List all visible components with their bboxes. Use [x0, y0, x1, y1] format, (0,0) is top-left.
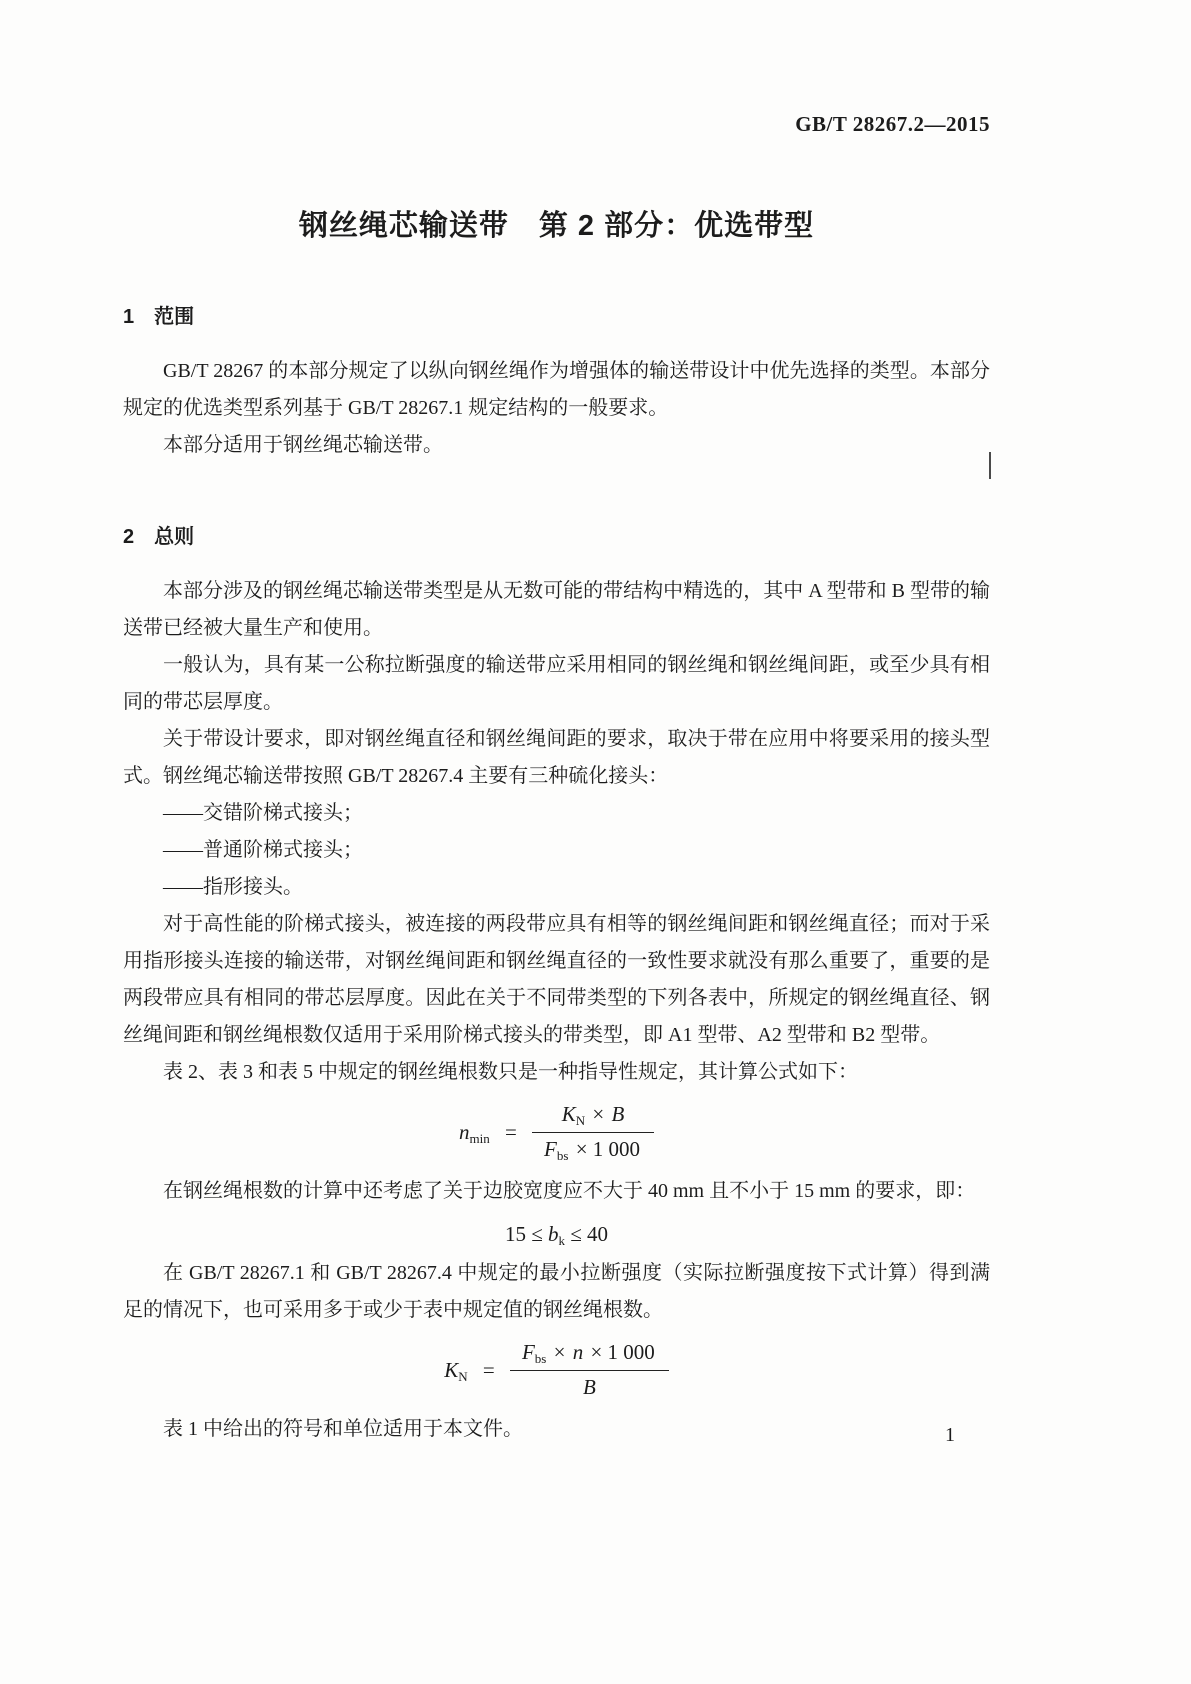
section-2-paragraph-5: 表 2、表 3 和表 5 中规定的钢丝绳根数只是一种指导性规定，其计算公式如下：: [163, 1061, 858, 1083]
formula-variable: F: [544, 1137, 557, 1161]
section-1-paragraph-2: 本部分适用于钢丝绳芯输送带。: [163, 434, 443, 456]
formula-left: 15 ≤: [504, 1222, 543, 1246]
formula-right: ≤ 40: [570, 1222, 609, 1246]
formula-subscript: N: [575, 1113, 586, 1128]
section-2-paragraph-4: 对于高性能的阶梯式接头，被连接的两段带应具有相等的钢丝绳间距和钢丝绳直径；而对于采用指形接头连接的输送带，对钢丝绳间距和钢丝绳直径的一致性要求就没有那么重要了，重要的是两段带应具有相同的带芯层厚度。因此在关于不同带类型的下列各表中，所规定的钢丝绳直径、钢丝绳间距和钢丝绳根数仅适用于采用阶梯式接头的带类型，即 A1 型带、A2 型带和 B2 型带。: [123, 913, 990, 1046]
fraction: [532, 1101, 654, 1163]
fraction-denominator: [532, 1133, 654, 1163]
fraction-numerator: [532, 1101, 654, 1133]
formula-variable: F: [521, 1340, 535, 1364]
times-value: × 1 000: [590, 1340, 655, 1364]
revision-change-marker: [989, 452, 991, 479]
section-1-heading: 1 范围: [123, 306, 195, 328]
joint-type-list-item: ——交错阶梯式接头；: [163, 802, 363, 824]
formula-variable: B: [611, 1102, 625, 1126]
document-title: 钢丝绳芯输送带 第 2 部分：优选带型: [298, 210, 815, 242]
fraction-numerator: [510, 1339, 669, 1371]
formula-subscript: bs: [556, 1148, 569, 1163]
document-content: [123, 112, 990, 1448]
formula-variable: n: [572, 1340, 584, 1364]
section-2-paragraph-3: 关于带设计要求，即对钢丝绳直径和钢丝绳间距的要求，取决于带在应用中将要采用的接头型式。钢丝绳芯输送带按照 GB/T 28267.4 主要有三种硫化接头：: [123, 728, 990, 787]
fraction-denominator: [510, 1371, 669, 1401]
formula-variable: K: [561, 1102, 576, 1126]
formula-variable: B: [582, 1375, 596, 1399]
formula-subscript: min: [469, 1130, 490, 1146]
joint-type-list-item: ——普通阶梯式接头；: [163, 839, 363, 861]
page-number: 1: [945, 1424, 955, 1446]
times-sign: ×: [553, 1340, 566, 1364]
joint-type-list-item: ——指形接头。: [163, 876, 303, 898]
equals-sign: =: [482, 1357, 495, 1382]
formula-edge-width: [123, 1222, 990, 1247]
formula-subscript: k: [558, 1233, 565, 1248]
section-2-heading: 2 总则: [123, 526, 195, 548]
formula-k-n: [123, 1340, 990, 1401]
formula-variable: K: [444, 1357, 459, 1382]
fraction: [510, 1339, 669, 1401]
section-2-paragraph-1: 本部分涉及的钢丝绳芯输送带类型是从无数可能的带结构中精选的，其中 A 型带和 B 型带的输送带已经被大量生产和使用。: [123, 580, 990, 639]
formula-n-min: [123, 1102, 990, 1163]
section-1-paragraph-1: GB/T 28267 的本部分规定了以纵向钢丝绳作为增强体的输送带设计中优先选择的类型。本部分规定的优选类型系列基于 GB/T 28267.1 规定结构的一般要求。: [123, 360, 990, 419]
formula-variable: b: [548, 1222, 559, 1246]
section-2-paragraph-6: 在钢丝绳根数的计算中还考虑了关于边胶宽度应不大于 40 mm 且不小于 15 mm 的要求，即：: [163, 1180, 976, 1202]
formula-subscript: bs: [534, 1351, 547, 1366]
section-2-paragraph-7: 在 GB/T 28267.1 和 GB/T 28267.4 中规定的最小拉断强度（实际拉断强度按下式计算）得到满足的情况下，也可采用多于或少于表中规定值的钢丝绳根数。: [123, 1262, 990, 1321]
formula-variable: n: [458, 1119, 470, 1144]
standard-number: GB/T 28267.2—2015: [795, 112, 990, 136]
times-value: × 1 000: [575, 1137, 641, 1161]
equals-sign: =: [504, 1119, 517, 1144]
section-2-paragraph-8: 表 1 中给出的符号和单位适用于本文件。: [163, 1418, 523, 1440]
formula-subscript: N: [458, 1368, 468, 1384]
section-2-paragraph-2: 一般认为，具有某一公称拉断强度的输送带应采用相同的钢丝绳和钢丝绳间距，或至少具有相同的带芯层厚度。: [123, 654, 990, 713]
times-sign: ×: [592, 1102, 605, 1126]
